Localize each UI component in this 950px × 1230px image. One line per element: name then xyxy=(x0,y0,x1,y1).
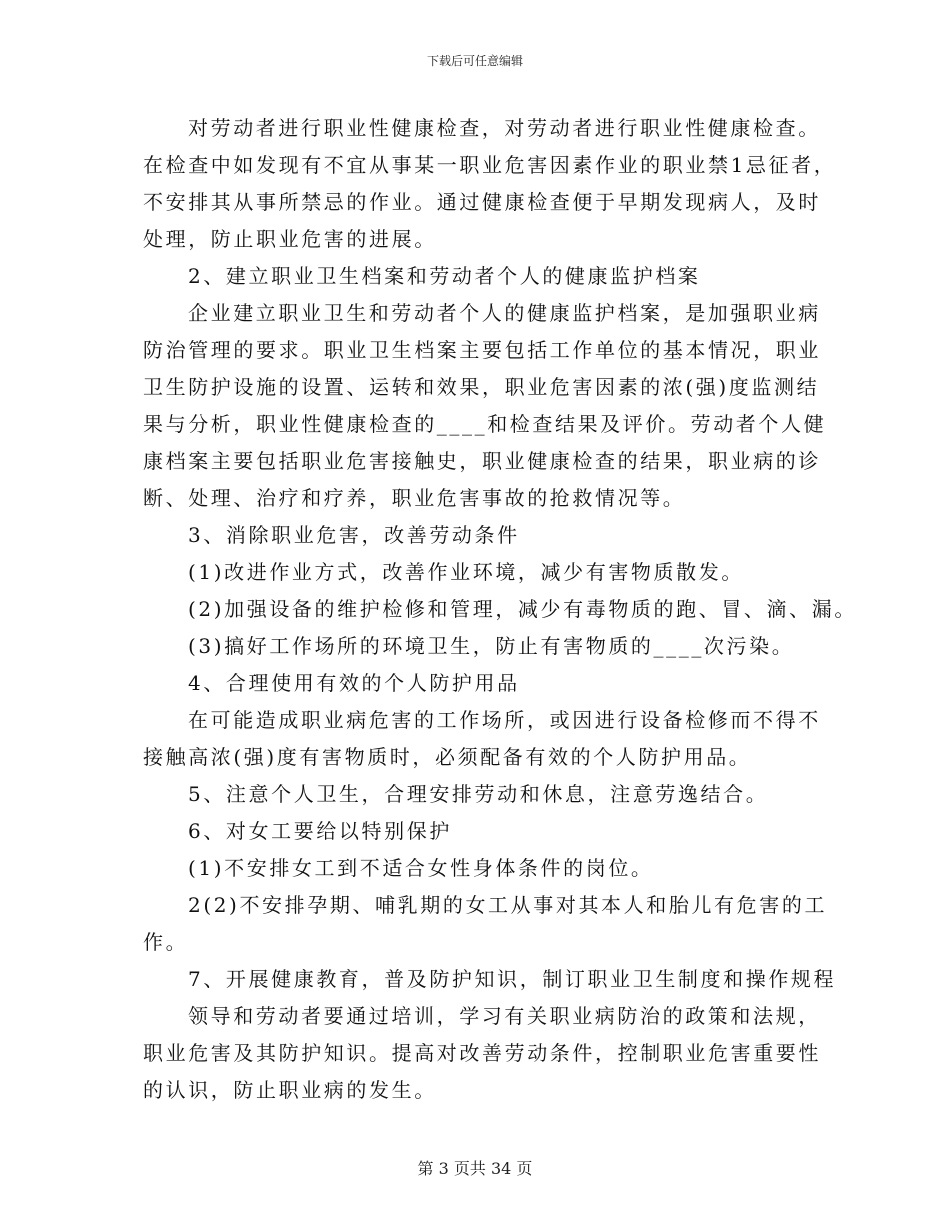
page-header: 下载后可任意编辑 xyxy=(426,54,523,68)
section-heading-2: 2、建立职业卫生档案和劳动者个人的健康监护档案 xyxy=(188,264,701,288)
paragraph-line: 职业危害及其防护知识。提高对改善劳动条件，控制职业危害重要性 xyxy=(143,1041,821,1065)
paragraph-line: 防治管理的要求。职业卫生档案主要包括工作单位的基本情况，职业 xyxy=(143,338,821,362)
paragraph-line: 果与分析，职业性健康检查的____和检查结果及评价。劳动者个人健 xyxy=(143,412,827,436)
paragraph-line: 卫生防护设施的设置、运转和效果，职业危害因素的浓(强)度监测结 xyxy=(143,375,820,399)
paragraph-line: 不安排其从事所禁忌的作业。通过健康检查便于早期发现病人，及时 xyxy=(143,190,821,214)
section-heading-5: 5、注意个人卫生，合理安排劳动和休息，注意劳逸结合。 xyxy=(188,782,769,806)
list-item: (1)不安排女工到不适合女性身体条件的岗位。 xyxy=(188,856,654,880)
section-heading-3: 3、消除职业危害，改善劳动条件 xyxy=(188,523,520,547)
list-item: (1)改进作业方式，改善作业环境，减少有害物质散发。 xyxy=(188,560,744,584)
paragraph-line: 在可能造成职业病危害的工作场所，或因进行设备检修而不得不 xyxy=(188,708,821,732)
list-item: 2(2)不安排孕期、哺乳期的女工从事对其本人和胎儿有危害的工 xyxy=(188,893,828,917)
paragraph-line: 企业建立职业卫生和劳动者个人的健康监护档案，是加强职业病 xyxy=(188,301,821,325)
paragraph-line: 作。 xyxy=(143,930,189,954)
section-heading-4: 4、合理使用有效的个人防护用品 xyxy=(188,671,520,695)
list-item: (2)加强设备的维护检修和管理，减少有毒物质的跑、冒、滴、漏。 xyxy=(188,597,857,621)
paragraph-line: 领导和劳动者要通过培训，学习有关职业病防治的政策和法规， xyxy=(188,1004,821,1028)
section-heading-6: 6、对女工要给以特别保护 xyxy=(188,819,452,843)
section-heading-7: 7、开展健康教育，普及防护知识，制订职业卫生制度和操作规程 xyxy=(188,967,837,991)
paragraph-line: 处理，防止职业危害的进展。 xyxy=(143,227,437,251)
paragraph-line: 康档案主要包括职业危害接触史，职业健康检查的结果，职业病的诊 xyxy=(143,449,821,473)
list-item: (3)搞好工作场所的环境卫生，防止有害物质的____次污染。 xyxy=(188,634,795,658)
paragraph-line: 接触高浓(强)度有害物质时，必须配备有效的个人防护用品。 xyxy=(143,745,752,769)
page-footer: 第 3 页共 34 页 xyxy=(417,1159,533,1178)
paragraph-line: 在检查中如发现有不宜从事某一职业危害因素作业的职业禁1忌征者， xyxy=(143,153,837,177)
paragraph-line: 的认识，防止职业病的发生。 xyxy=(143,1078,437,1102)
paragraph-line: 对劳动者进行职业性健康检查，对劳动者进行职业性健康检查。 xyxy=(188,116,821,140)
paragraph-line: 断、处理、治疗和疗养，职业危害事故的抢救情况等。 xyxy=(143,486,686,510)
